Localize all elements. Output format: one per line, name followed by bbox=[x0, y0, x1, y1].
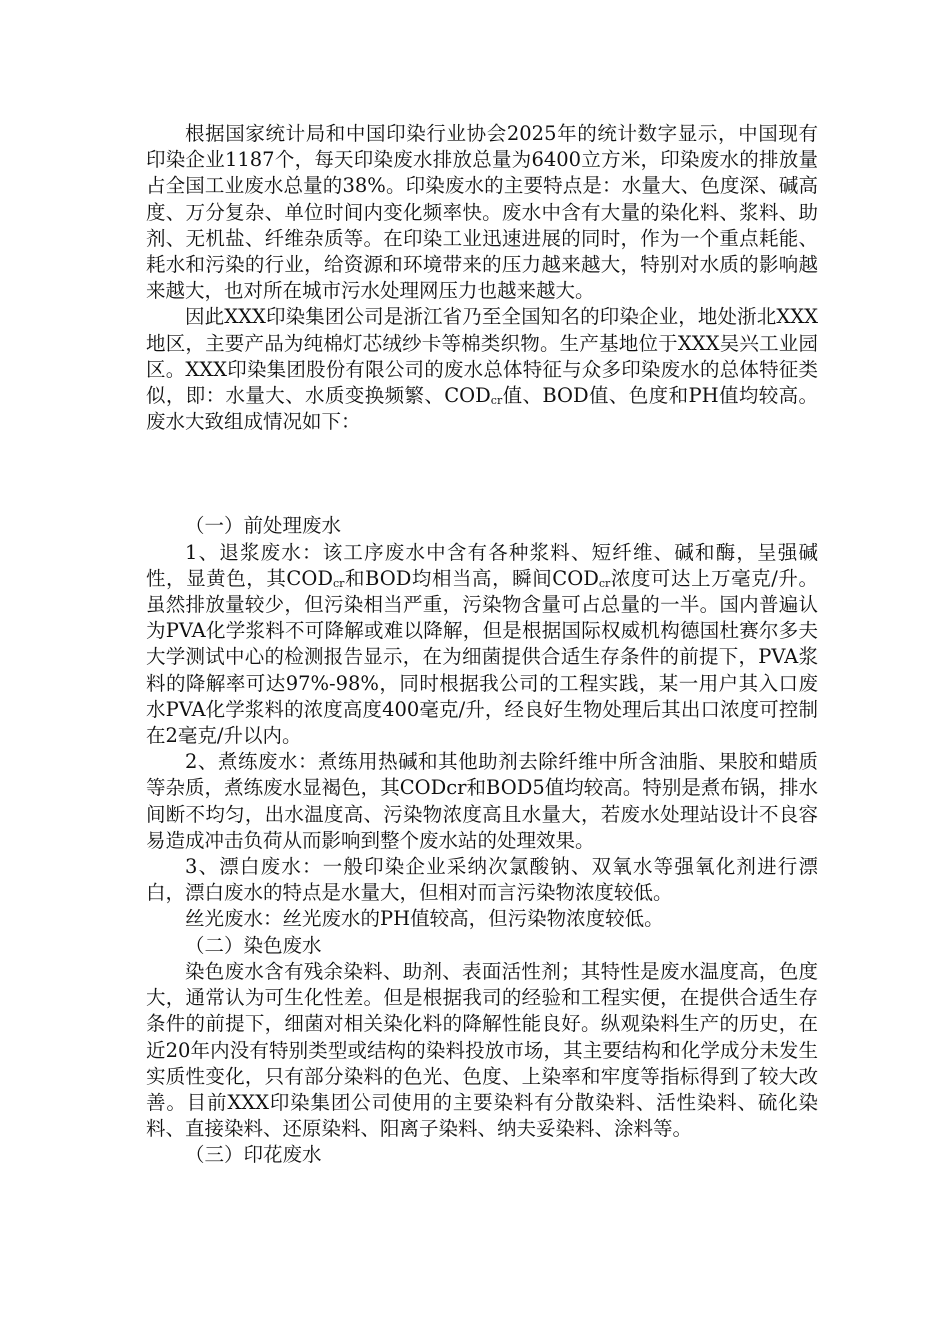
cod-subscript: cr bbox=[332, 576, 345, 590]
intro-paragraph-1: 根据国家统计局和中国印染行业协会2025年的统计数字显示，中国现有印染企业1187个，每天印染废水排放总量为6400立方米，印染废水的排放量占全国工业废水总量的38%。印染废水的主要特点是：水量大、色度深、碱高度、万分复杂、单位时间内变化频率快。废水中含有大量的染化料、浆料、助剂、无机盐、纤维杂质等。在印染工业迅速进展的同时，作为一个重点耗能、耗水和污染的行业，给资源和环境带来的压力越来越大，特别对水质的影响越来越大，也对所在城市污水处理网压力也越来越大。 bbox=[146, 122, 818, 303]
section-heading-dyeing: （二）染色废水 bbox=[185, 933, 322, 957]
desizing-part-c: 浓度可达上万毫克/升。虽然排放量较少，但污染相当严重，污染物含量可占总量的一半。国内普遍认为PVA化学浆料不可降解或难以降解，但是根据国际权威机构德国杜赛尔多夫大学测试中心的检测报告显示，在为细菌提供合适生存条件的前提下，PVA浆料的降解率可达97%-98%，同时根据我公司的工程实践，某一用户其入口废水PVA化学浆料的浓度高度400毫克/升，经良好生物处理后其出口浓度可控制在2毫克/升以内。 bbox=[146, 566, 818, 748]
desizing-part-a: 1、退浆废水：该工序废水中含有各种浆料、短纤维、碱和酶，呈强碱性，显黄色，其COD bbox=[146, 540, 818, 590]
desizing-wastewater-paragraph bbox=[146, 540, 818, 750]
section-gap bbox=[146, 435, 818, 513]
desizing-part-b: 和BOD均相当高，瞬间COD bbox=[344, 566, 599, 590]
intro-paragraph-2-part-b: 值、BOD值、色度和PH值均较高。废水大致组成情况如下： bbox=[146, 384, 818, 434]
scouring-wastewater-paragraph: 2、煮练废水：煮练用热碱和其他助剂去除纤维中所含油脂、果胶和蜡质等杂质，煮练废水显褐色，其CODcr和BOD5值均较高。特别是煮布锅，排水间断不均匀，出水温度高、污染物浓度高且水量大，若废水处理站设计不良容易造成冲击负荷从而影响到整个废水站的处理效果。 bbox=[146, 750, 818, 852]
bleaching-wastewater-paragraph: 3、漂白废水：一般印染企业采纳次氯酸钠、双氧水等强氧化剂进行漂白，漂白废水的特点是水量大，但相对而言污染物浓度较低。 bbox=[146, 855, 818, 905]
intro-paragraph-2-part-a: 因此XXX印染集团公司是浙江省乃至全国知名的印染企业，地处浙北XXX地区，主要产品为纯棉灯芯绒纱卡等棉类织物。生产基地位于XXX吴兴工业园区。XXX印染集团股份有限公司的废水总体特征与众多印染废水的总体特征类似，即：水量大、水质变换频繁、COD bbox=[146, 305, 818, 408]
mercerizing-wastewater-paragraph: 丝光废水：丝光废水的PH值较高，但污染物浓度较低。 bbox=[185, 907, 664, 931]
dyeing-wastewater-paragraph: 染色废水含有残余染料、助剂、表面活性剂；其特性是废水温度高，色度大，通常认为可生化性差。但是根据我司的经验和工程实便，在提供合适生存条件的前提下，细菌对相关染化料的降解性能良好。纵观染料生产的历史，在近20年内没有特别类型或结构的染料投放市场，其主要结构和化学成分未发生实质性变化，只有部分染料的色光、色度、上染率和牢度等指标得到了较大改善。目前XXX印染集团公司使用的主要染料有分散染料、活性染料、硫化染料、直接染料、还原染料、阳离子染料、纳夫妥染料、涂料等。 bbox=[146, 959, 818, 1141]
section-heading-pretreatment: （一）前处理废水 bbox=[185, 514, 342, 538]
document-body bbox=[146, 121, 818, 1169]
intro-paragraph-2 bbox=[146, 304, 818, 435]
cod-subscript: cr bbox=[598, 576, 611, 590]
cod-subscript: cr bbox=[490, 394, 503, 408]
section-heading-printing: （三）印花废水 bbox=[185, 1143, 322, 1167]
